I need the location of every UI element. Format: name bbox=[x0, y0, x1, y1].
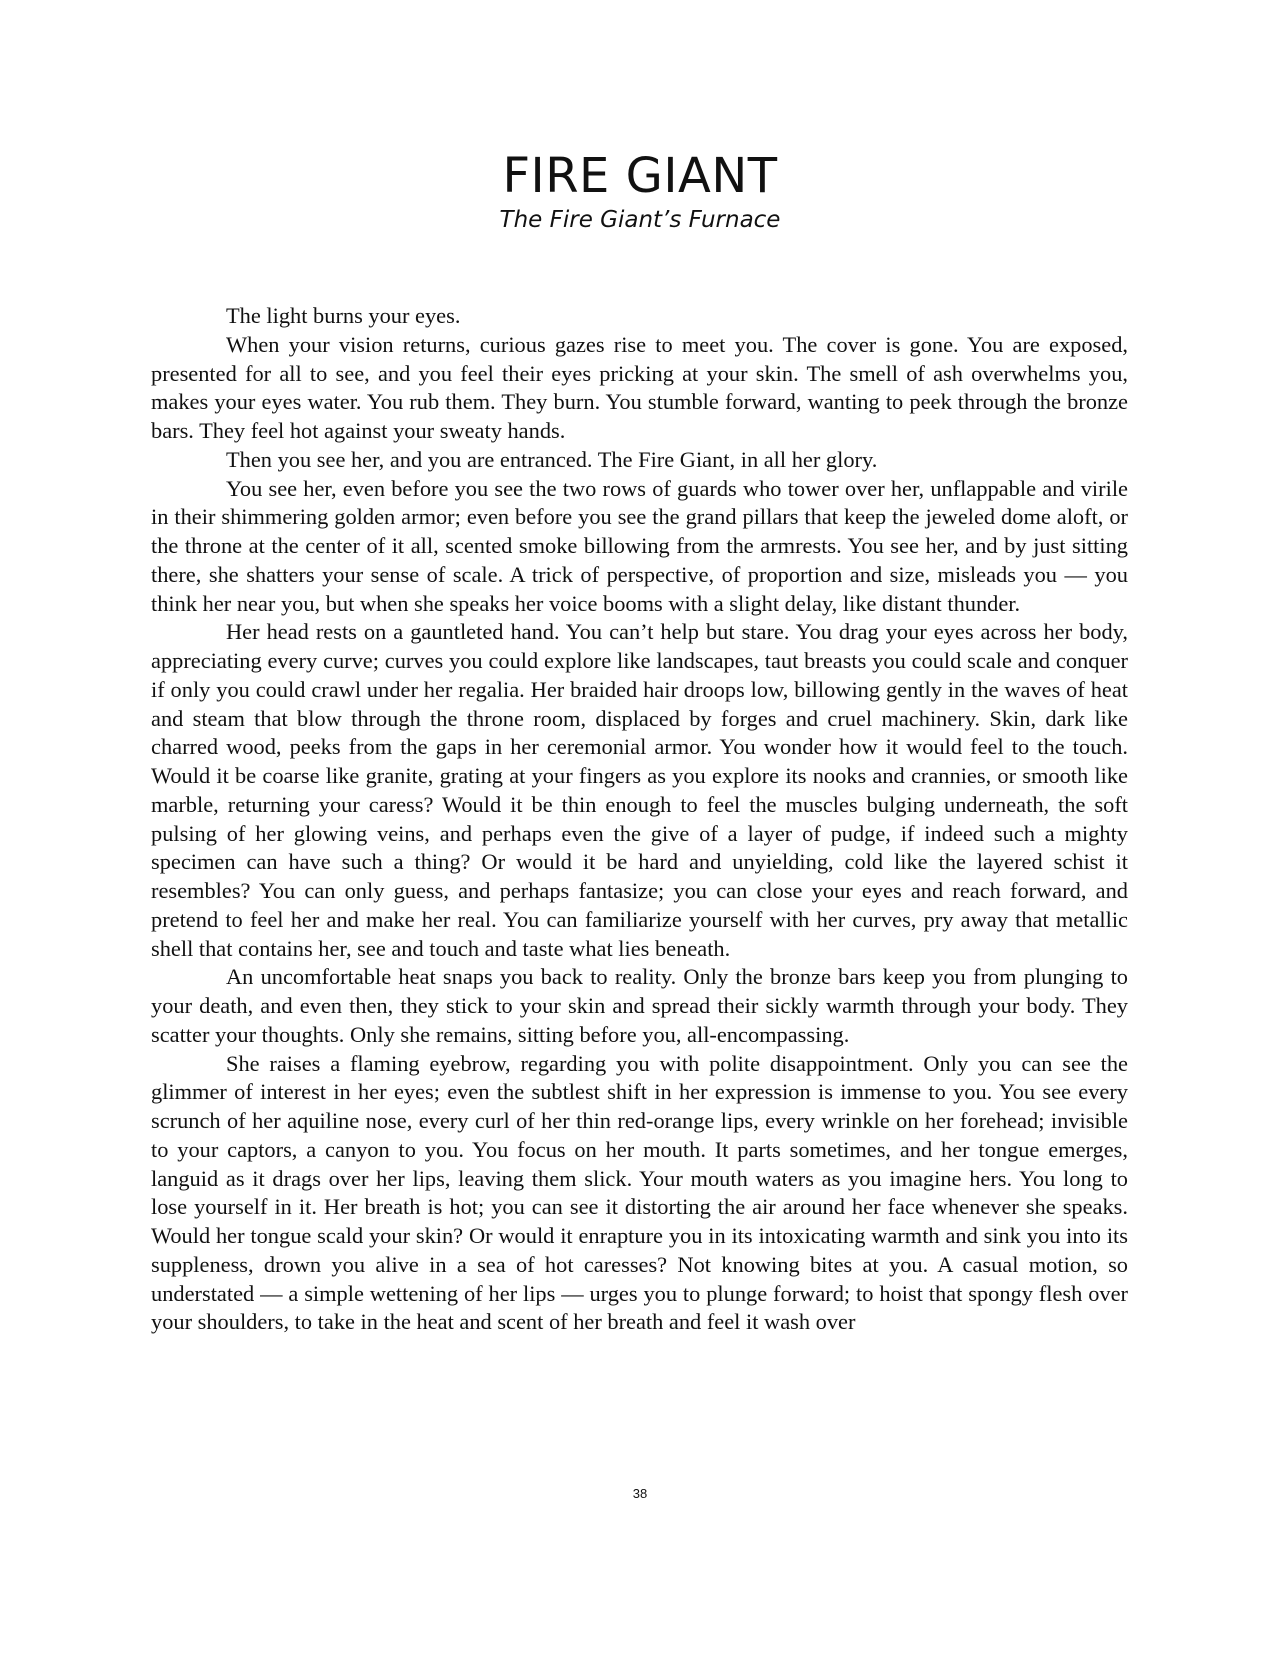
paragraph: Her head rests on a gauntleted hand. You can’t help but stare. You drag your eyes across her body, appreciating every curve; curves you could explore like landscapes, taut breasts you could scale and conquer if only you could crawl under her regalia. Her braided hair droops low, billowing gently in the waves of heat and steam that blow through the throne room, displaced by forges and cruel machinery. Skin, dark like charred wood, peeks from the gaps in her ceremonial armor. You wonder how it would feel to the touch. Would it be coarse like granite, grating at your fingers as you explore its nooks and crannies, or smooth like marble, returning your caress? Would it be thin enough to feel the muscles bulging underneath, the soft pulsing of her glowing veins, and perhaps even the give of a layer of pudge, if indeed such a mighty specimen can have such a thing? Or would it be hard and unyielding, cold like the layered schist it resembles? You can only guess, and perhaps fantasize; you can close your eyes and reach forward, and pretend to feel her and make her real. You can familiarize yourself with her curves, pry away that metallic shell that contains her, see and touch and taste what lies beneath. bbox=[151, 619, 1128, 961]
paragraph: The light burns your eyes. bbox=[226, 303, 461, 328]
chapter-header bbox=[0, 146, 1280, 234]
paragraph: Then you see her, and you are entranced. The Fire Giant, in all her glory. bbox=[226, 446, 878, 472]
chapter-subtitle: The Fire Giant’s Furnace bbox=[499, 207, 781, 233]
body-text bbox=[151, 302, 1128, 1337]
paragraph: You see her, even before you see the two rows of guards who tower over her, unflappable and virile in their shimmering golden armor; even before you see the grand pillars that keep the jeweled dome aloft, or the throne at the center of it all, scented smoke billowing from the armrests. You see her, and by just sitting there, she shatters your sense of scale. A trick of perspective, of proportion and size, misleads you — you think her near you, but when she speaks her voice booms with a slight delay, like distant thunder. bbox=[151, 475, 1128, 616]
paragraph: An uncomfortable heat snaps you back to reality. Only the bronze bars keep you from plunging to your death, and even then, they stick to your skin and spread their sickly warmth through your body. They scatter your thoughts. Only she remains, sitting before you, all-encompassing. bbox=[151, 964, 1128, 1047]
paragraph: She raises a flaming eyebrow, regarding you with polite disappointment. Only you can see the glimmer of interest in her eyes; even the subtlest shift in her expression is immense to you. You see every scrunch of her aquiline nose, every curl of her thin red-orange lips, every wrinkle on her forehead; invisible to your captors, a canyon to you. You focus on her mouth. It parts sometimes, and her tongue emerges, languid as it drags over her lips, leaving them slick. Your mouth waters as you imagine hers. You long to lose yourself in it. Her breath is hot; you can see it distorting the air around her face whenever she speaks. Would her tongue scald your skin? Or would it enrapture you in its intoxicating warmth and sink you into its suppleness, drown you alive in a sea of hot caresses? Not knowing bites at you. A casual motion, so understated — a simple wettening of her lips — urges you to plunge forward; to hoist that spongy flesh over your shoulders, to take in the heat and scent of her breath and feel it wash over bbox=[151, 1050, 1128, 1335]
page-number: 38 bbox=[632, 1486, 648, 1501]
paragraph: When your vision returns, curious gazes rise to meet you. The cover is gone. You are exposed, presented for all to see, and you feel their eyes pricking at your skin. The smell of ash overwhelms you, makes your eyes water. You rub them. They burn. You stumble forward, wanting to peek through the bronze bars. They feel hot against your sweaty hands. bbox=[151, 331, 1128, 443]
chapter-title: FIRE GIANT bbox=[502, 148, 778, 204]
